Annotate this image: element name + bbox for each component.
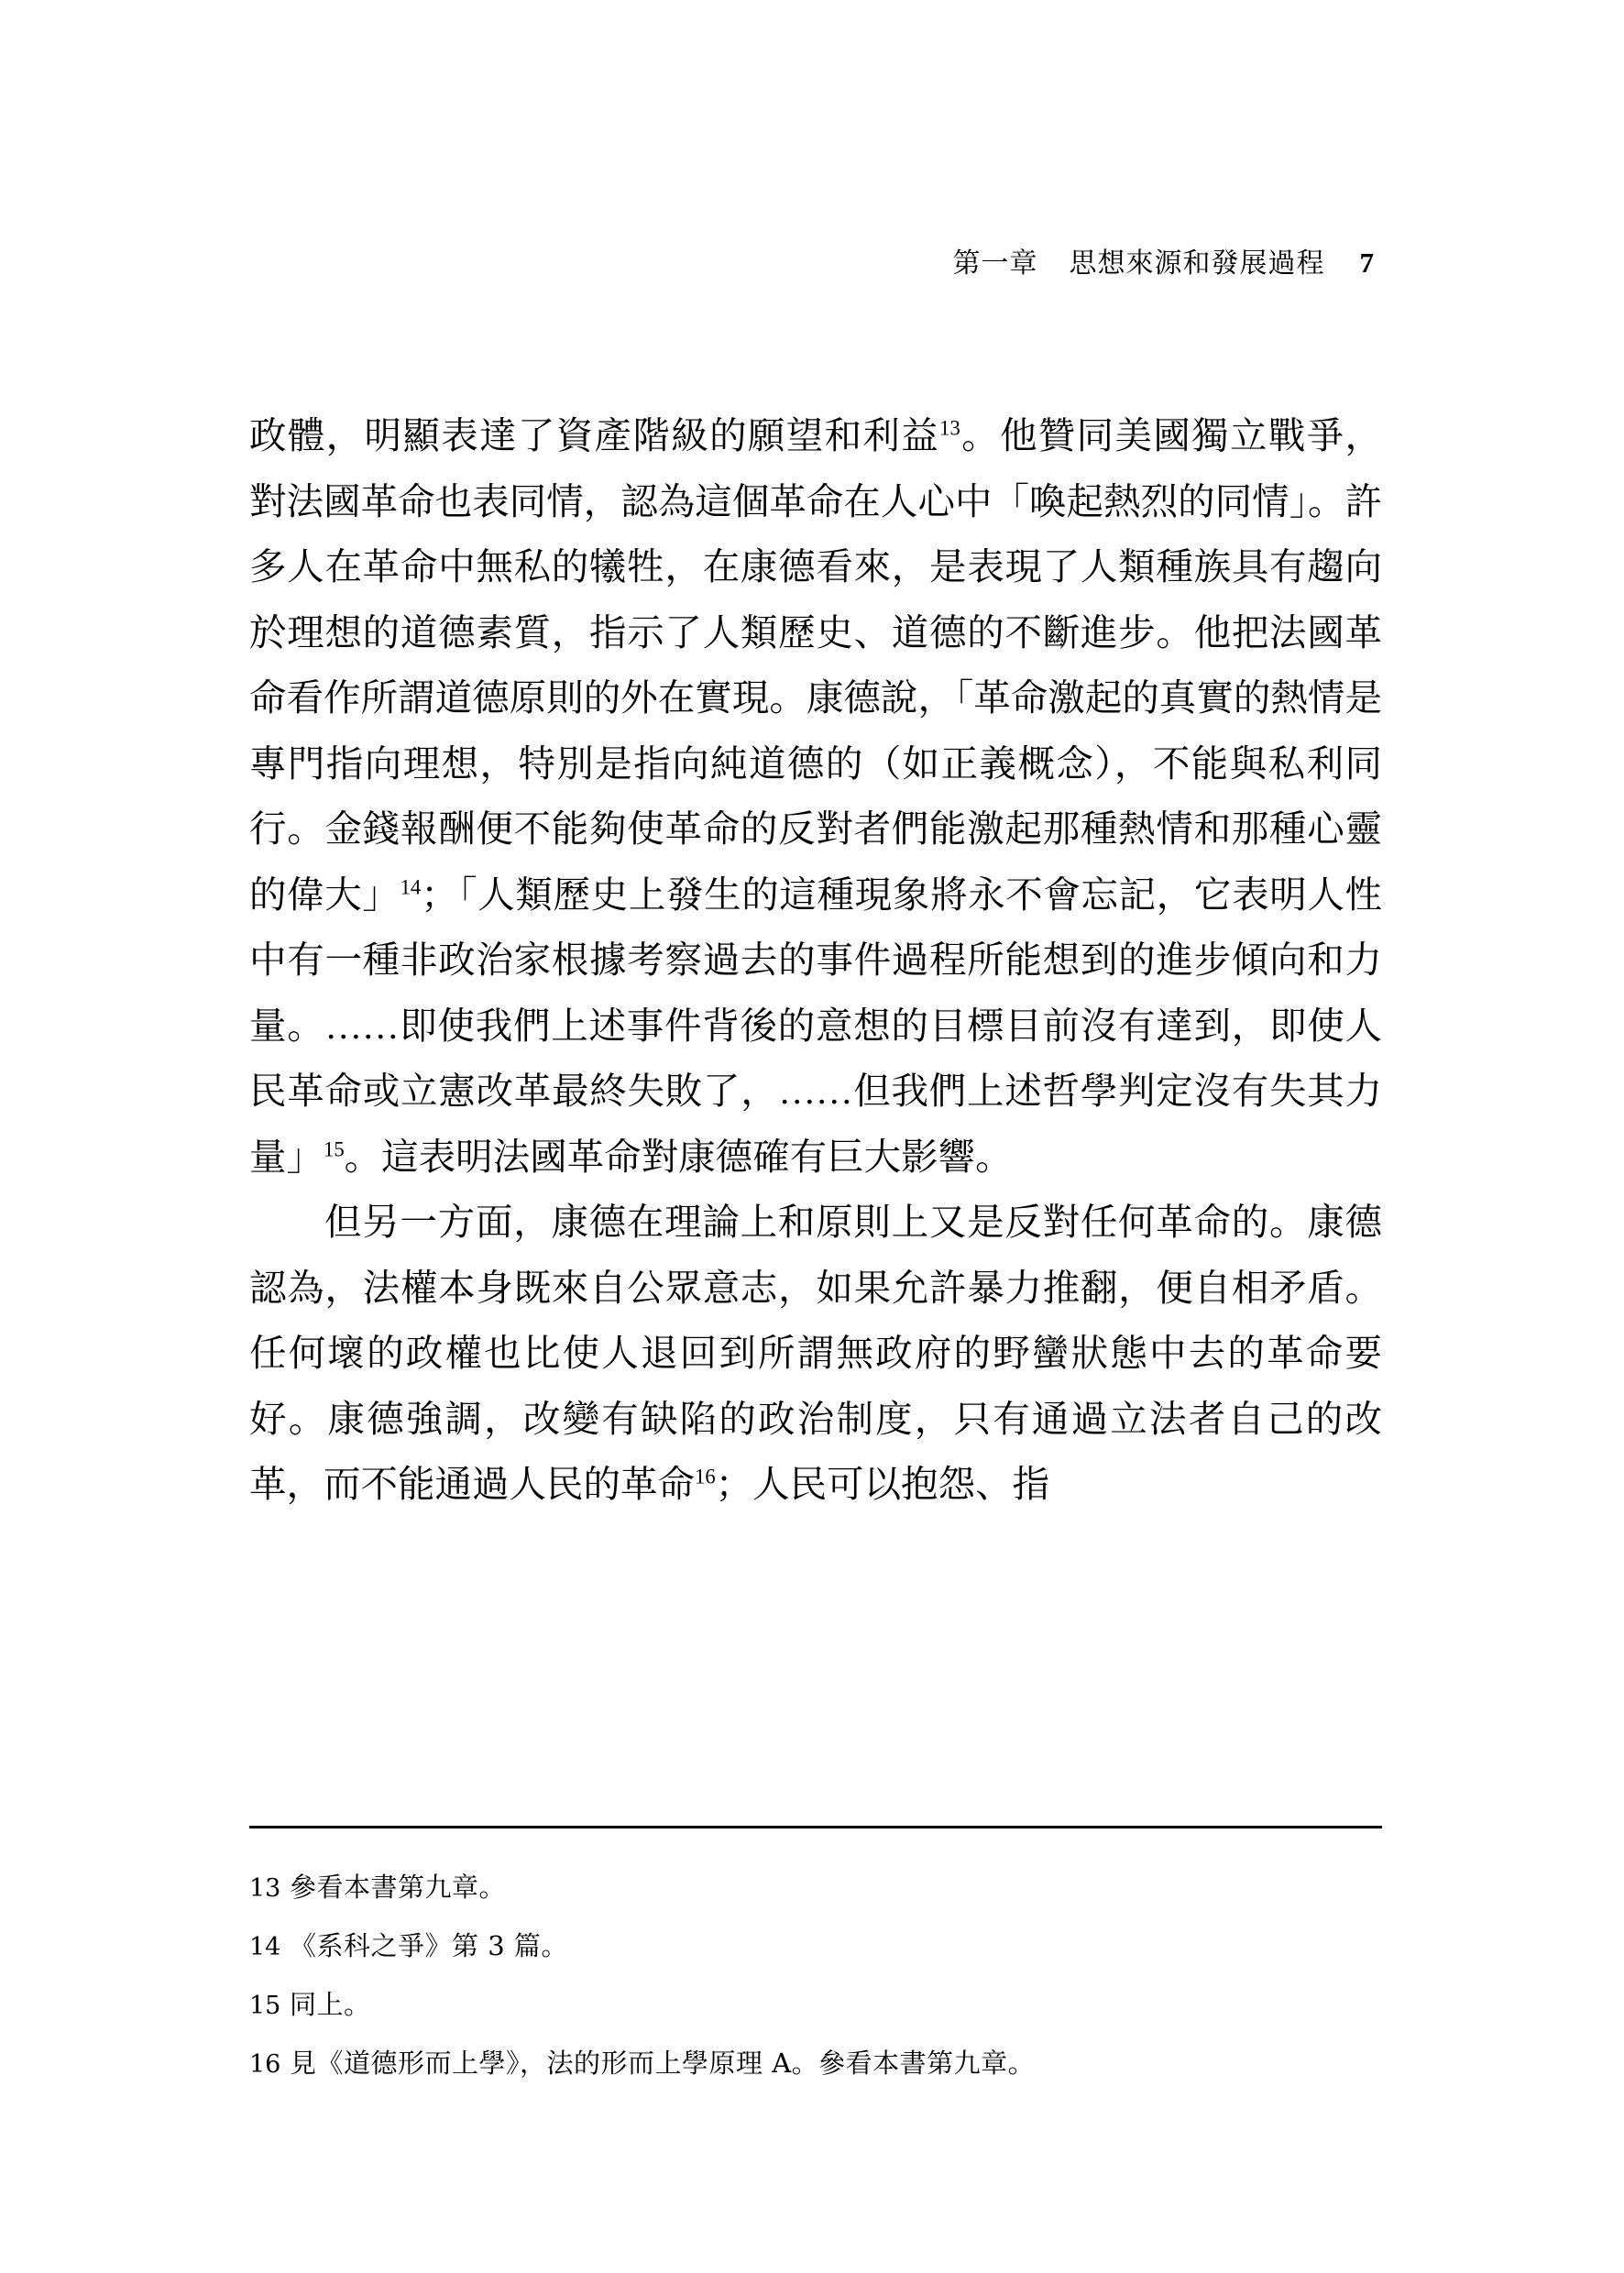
footnote-text: 見《道德形而上學》，法的形而上學原理 A。參看本書第九章。 [290,2048,1036,2079]
footnote-number: 15 [249,1992,281,2020]
footnote-reference[interactable]: 14 [400,875,422,898]
page-number: 7 [1359,247,1375,279]
footnote-reference[interactable]: 16 [695,1465,716,1488]
text-run: 政體，明顯表達了資產階級的願望和利益 [249,415,940,456]
footnote-number: 14 [249,1933,281,1961]
footnote-item [249,1917,1382,1976]
text-run: 。這表明法國革命對康德確有巨大影響。 [344,1136,1013,1178]
running-head-chapter-number: 第一章 [952,248,1038,279]
footnote-item [249,1859,1382,1917]
body-text [249,403,1382,1518]
text-run: ；人民可以抱怨、指 [715,1464,1050,1505]
footnote-item [249,1976,1382,2035]
footnote-item [249,2035,1382,2093]
footnote-number: 16 [249,2050,281,2079]
paragraph [249,403,1382,1190]
text-run: 但另一方面，康德在理論上和原則上又是反對任何革命的。康德認為，法權本身既來自公眾意志，如果允許暴力推翻，便自相矛盾。任何壞的政權也比使人退回到所謂無政府的野蠻狀態中去的革命要好。康德強調，改變有缺陷的政治制度，只有通過立法者自己的改革，而不能通過人民的革命 [249,1202,1382,1505]
footnote-number: 13 [249,1874,281,1903]
running-head-chapter-title: 思想來源和發展過程 [1069,248,1325,279]
footnote-text: 參看本書第九章。 [290,1872,507,1903]
footnote-reference[interactable]: 15 [324,1137,345,1160]
text-run: ；「人類歷史上發生的這種現象將永不會忘記，它表明人性中有一種非政治家根據考察過去的事件過程所能想到的進步傾向和力量。……即使我們上述事件背後的意想的目標目前沒有達到，即使人民革命或立憲改革最終失敗了，……但我們上述哲學判定沒有失其力量」 [249,873,1382,1178]
footnote-separator-rule [249,1826,1382,1828]
text-run: 。他贊同美國獨立戰爭，對法國革命也表同情，認為這個革命在人心中「喚起熱烈的同情」。許多人在革命中無私的犧牲，在康德看來，是表現了人類種族具有趨向於理想的道德素質，指示了人類歷史、道德的不斷進步。他把法國革命看作所謂道德原則的外在實現。康德說，「革命激起的真實的熱情是專門指向理想，特別是指向純道德的（如正義概念），不能與私利同行。金錢報酬便不能夠使革命的反對者們能激起那種熱情和那種心靈的偉大」 [249,415,1383,916]
footnote-text: 同上。 [290,1989,371,2020]
footnote-list [249,1859,1382,2093]
footnote-reference[interactable]: 13 [939,416,960,440]
paragraph [249,1190,1382,1518]
footnote-text: 《系科之爭》第 3 篇。 [290,1930,568,1961]
running-head [953,240,1376,280]
